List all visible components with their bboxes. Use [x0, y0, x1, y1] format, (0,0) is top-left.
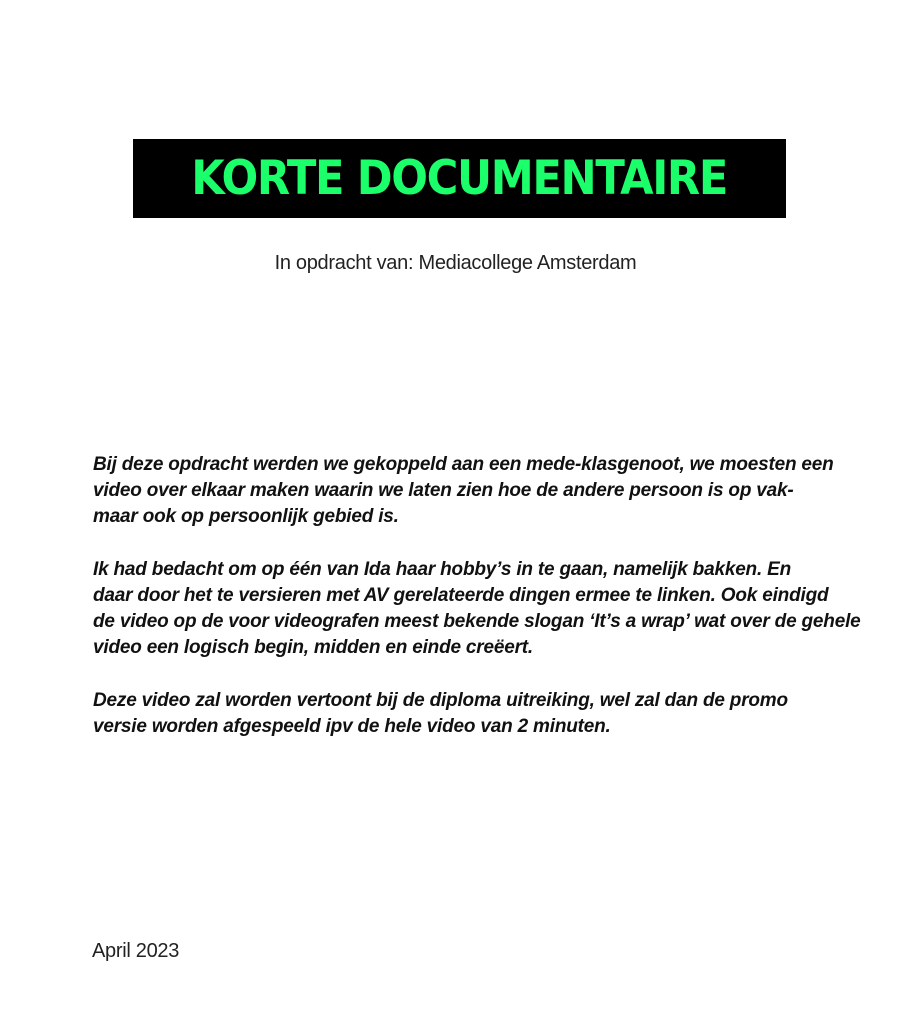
paragraph-assignment: Bij deze opdracht werden we gekoppeld aan een mede-klasgenoot, we moesten een video over elkaar maken waarin we laten zien hoe de andere persoon is op vak- maar ook op persoonlijk gebied is.: [93, 454, 834, 527]
date-label: April 2023: [92, 940, 180, 962]
paragraph-concept: Ik had bedacht om op één van Ida haar hobby’s in te gaan, namelijk bakken. En daar door het te versieren met AV gerelateerde dingen ermee te linken. Ook eindigd de video op de voor videografen meest bekende slogan ‘It’s a wrap’ wat over de gehele video een logisch begin, midden en einde creëert.: [93, 559, 861, 658]
title-banner: [133, 139, 786, 218]
paragraph-screening: Deze video zal worden vertoont bij de diploma uitreiking, wel zal dan de promo versie worden afgespeeld ipv de hele video van 2 minuten.: [93, 690, 788, 737]
page-title: KORTE DOCUMENTAIRE: [191, 151, 728, 206]
description-body: [93, 452, 883, 767]
client-subtitle: In opdracht van: Mediacollege Amsterdam: [274, 252, 637, 274]
